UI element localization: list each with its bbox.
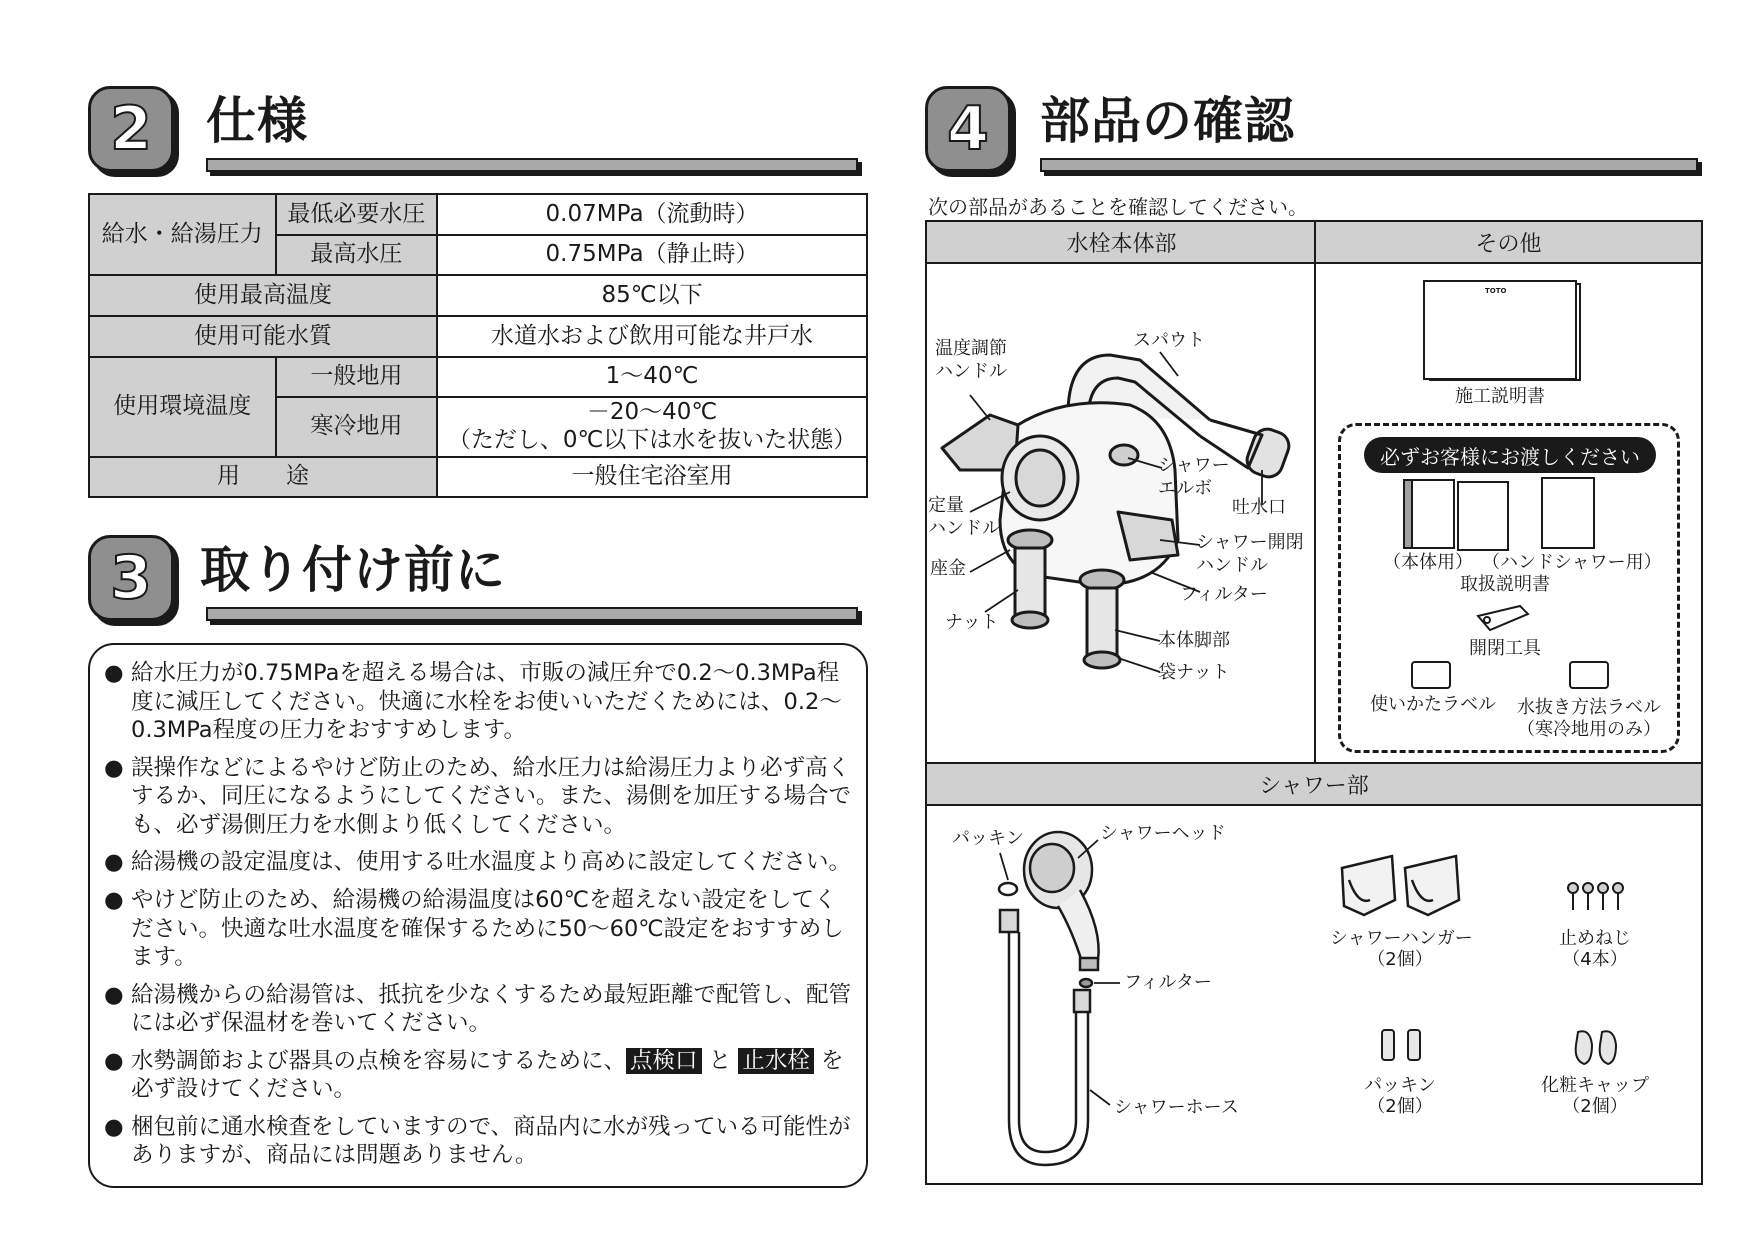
label-screw: 止めねじ [1559,928,1631,949]
bullet: ● [104,1113,124,1140]
label-body-leg: 本体脚部 [1158,630,1230,651]
cell-water-quality-value: 水道水および飲用可能な井戸水 [437,316,867,357]
col-header-shower: シャワー部 [927,764,1701,806]
label-flow-handle: 定量 ハンドル [928,495,1000,539]
cell-env-temp-label: 使用環境温度 [89,357,276,457]
label-filter: フィルター [1180,584,1268,605]
cell-use-value: 一般住宅浴室用 [437,457,867,497]
bullet: ● [104,1047,124,1074]
label-outlet: 吐水口 [1232,497,1286,518]
note-text: 給湯機からの給湯管は、抵抗を少なくするため最短距離で配管し、配管には必ず保温材を巻いてください。 [131,981,852,1037]
label-shower-filter: フィルター [1124,972,1212,993]
note-text: 誤操作などによるやけど防止のため、給水圧力は給湯圧力より必ず高くするか、同圧になるようにしてください。また、湯側を加圧する場合でも、必ず湯側圧力を水側より低くしてください。 [131,754,852,838]
section-title: 仕様 [206,92,308,150]
section-title: 部品の確認 [1040,92,1295,150]
cell-use-label: 用 途 [89,457,437,497]
bullet: ● [104,754,124,781]
col-header-other: その他 [1316,222,1701,264]
label-drain-note: （寒冷地用のみ） [1517,719,1661,740]
label-hanger: シャワーハンガー [1330,928,1473,949]
manual-brand: TOTO [1485,287,1507,295]
bullet: ● [104,660,124,686]
note-text: 梱包前に通水検査をしていますので、商品内に水が残っている可能性がありますが、商品には問題ありません。 [131,1113,851,1169]
inspection-port-tag: 点検口 [626,1048,702,1074]
note-text: を必ず設けてください。 [131,1047,844,1103]
note-text: と [701,1047,739,1074]
section-number-badge: 3 [88,535,174,621]
label-screw-qty: （4本） [1562,949,1628,970]
label-cap: 化粧キャップ [1541,1075,1649,1096]
note-text: 水勢調節および器具の点検を容易にするために、 [131,1047,627,1074]
label-tool: 開閉工具 [1469,638,1541,659]
cell-max-pressure-label: 最高水圧 [276,235,438,275]
label-nut: ナット [945,612,999,633]
note-text: 給水圧力が0.75MPaを超える場合は、市販の減圧弁で0.2～0.3MPa程度に減圧してください。快適に水栓をお使いいただくためには、0.2～0.3MPa程度の圧力をおすすめします。 [131,660,842,744]
label-drain-label: 水抜き方法ラベル [1517,697,1661,718]
label-shower-switch: シャワー開閉 ハンドル [1196,532,1304,576]
label-shower-elbow: シャワー エルボ [1158,455,1230,499]
label-bag-nut: 袋ナット [1158,662,1230,683]
label-packing2: パッキン [1364,1075,1436,1096]
cell-water-quality-label: 使用可能水質 [89,316,437,357]
parts-intro: 次の部品があることを確認してください。 [928,195,1308,219]
section-title: 取り付け前に [200,541,506,599]
cold-value-line2: （ただし、0℃以下は水を抜いた状態） [447,427,857,453]
label-packing2-qty: （2個） [1367,1096,1433,1117]
note-text: 給湯機の設定温度は、使用する吐水温度より高めに設定してください。 [131,849,852,876]
stop-valve-tag: 止水栓 [738,1048,814,1074]
label-install-manual: 施工説明書 [1455,386,1545,407]
bullet: ● [104,981,124,1008]
cell-min-pressure-label: 最低必要水圧 [276,194,438,235]
cold-value-line1: －20～40℃ [586,399,718,426]
bullet: ● [104,849,124,876]
hand-over-banner: 必ずお客様にお渡しください [1364,437,1656,473]
cell-max-temp-label: 使用最高温度 [89,275,437,316]
label-washer: 座金 [930,558,966,579]
cell-cold-label: 寒冷地用 [276,397,438,457]
cell-general-label: 一般地用 [276,357,438,397]
cell-general-value: 1～40℃ [437,357,867,397]
bullet: ● [104,886,124,913]
section-number-badge: 4 [925,86,1011,172]
note-text: やけど防止のため、給湯機の給湯温度は60℃を超えない設定をしてください。快適な吐水温度を確保するために50～60℃設定をおすすめします。 [131,886,844,971]
cell-min-pressure-value: 0.07MPa（流動時） [437,194,867,235]
label-cap-qty: （2個） [1562,1096,1628,1117]
cell-max-pressure-value: 0.75MPa（静止時） [437,235,867,275]
label-shower-hose: シャワーホース [1114,1097,1239,1118]
col-header-body: 水栓本体部 [927,222,1316,264]
label-user-manual: 取扱説明書 [1460,574,1550,595]
label-spout: スパウト [1133,330,1205,351]
label-shower-head: シャワーヘッド [1100,823,1226,844]
label-handshower-use: （ハンドシャワー用） [1482,552,1662,573]
cell-max-temp-value: 85℃以下 [437,275,867,316]
label-body-use: （本体用） [1383,552,1473,573]
cell-supply-pressure: 給水・給湯圧力 [89,194,276,275]
section-number-badge: 2 [88,86,174,172]
label-hanger-qty: （2個） [1367,949,1433,970]
label-temp-handle: 温度調節 ハンドル [935,338,1007,382]
label-shower-packing: パッキン [952,828,1024,849]
label-usage-label: 使いかたラベル [1370,694,1496,715]
